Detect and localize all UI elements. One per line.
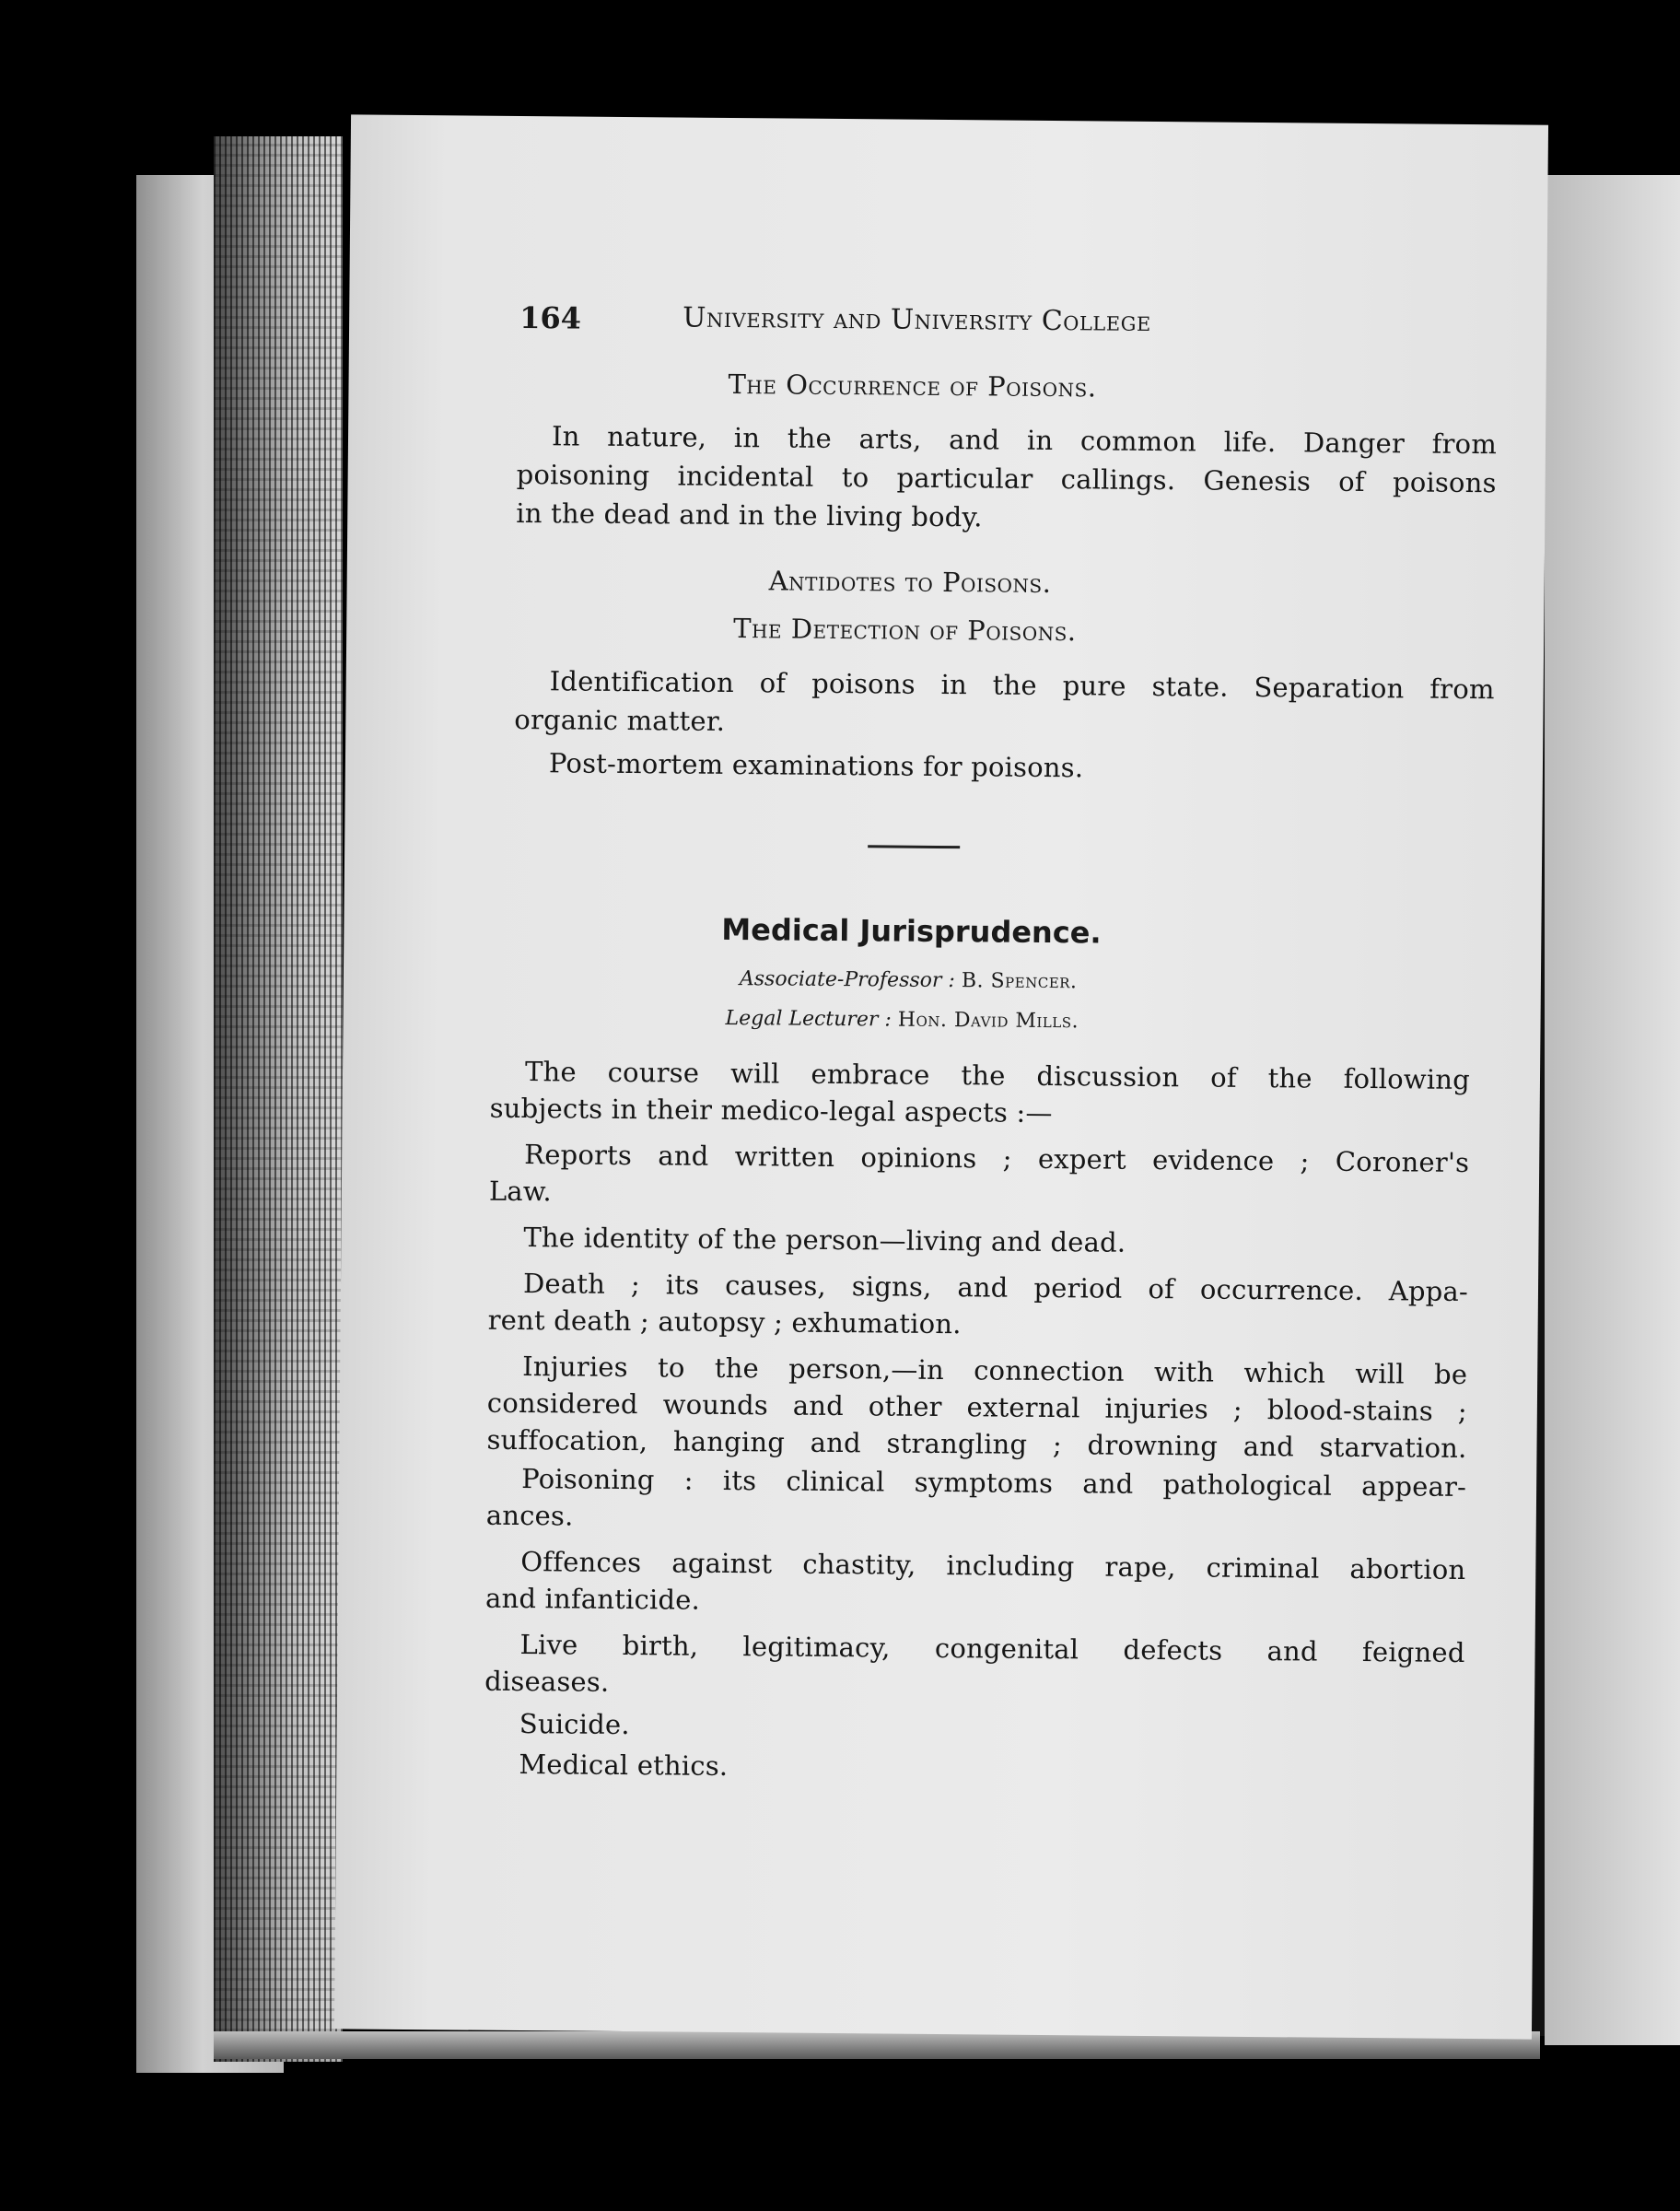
associate-role: Associate-Professor : (739, 967, 955, 993)
page-edges (214, 136, 343, 2062)
course-line-1: The course will embrace the discussion of the following (524, 1056, 1471, 1096)
associate-professor-line (740, 967, 1078, 993)
injuries-line-2: considered wounds and other external injuries ; blood-stains ; (486, 1386, 1468, 1427)
course-line-2: subjects in their medico-legal aspects :— (489, 1092, 1053, 1129)
postmortem-line: Post-mortem examinations for poisons. (548, 747, 1084, 784)
detection-line-1: Identification of poisons in the pure state. Separation from (549, 665, 1495, 706)
live-birth-line-1: Live birth, legitimacy, congenital defects and feigned (519, 1629, 1465, 1668)
occurrence-line-3: in the dead and in the living body. (516, 497, 983, 533)
page-number: 164 (519, 299, 582, 336)
book-page (334, 114, 1548, 2039)
detection-heading: The Detection of Poisons. (733, 613, 1077, 648)
lecturer-name: Hon. David Mills. (897, 1008, 1079, 1034)
lecturer-role: Legal Lecturer : (725, 1006, 892, 1032)
live-birth-line-2: diseases. (484, 1665, 610, 1698)
reports-line-1: Reports and written opinions ; expert evidence ; Coroner's (524, 1139, 1470, 1179)
occurrence-line-1: In nature, in the arts, and in common life. Danger from (551, 420, 1498, 461)
injuries-line-3: suffocation, hanging and strangling ; drowning and starvation. (486, 1423, 1467, 1464)
section-heading: Medical Jurisprudence. (721, 911, 1102, 951)
identity-line: The identity of the person—living and dead. (523, 1222, 1126, 1258)
legal-lecturer-line (725, 1007, 1079, 1033)
ethics-line: Medical ethics. (519, 1749, 729, 1783)
poisoning-line-1: Poisoning : its clinical symptoms and pathological appear- (521, 1463, 1467, 1503)
associate-name: B. Spencer. (961, 969, 1078, 994)
offences-line-1: Offences against chastity, including rape, criminal abortion (520, 1546, 1466, 1585)
offences-line-2: and infanticide. (484, 1582, 701, 1616)
poisoning-line-2: ances. (485, 1499, 574, 1532)
death-line-2: rent death ; autopsy ; exhumation. (487, 1304, 962, 1340)
suicide-line: Suicide. (519, 1708, 630, 1741)
running-head: University and University College (682, 301, 1151, 338)
occurrence-heading: The Occurrence of Poisons. (728, 368, 1097, 404)
antidotes-heading: Antidotes to Poisons. (768, 565, 1052, 600)
section-divider (868, 845, 960, 848)
death-line-1: Death ; its causes, signs, and period of occurrence. Appa- (522, 1268, 1469, 1307)
reports-line-2: Law. (488, 1175, 553, 1208)
occurrence-line-2: poisoning incidental to particular callings. Genesis of poisons (516, 458, 1497, 499)
injuries-line-1: Injuries to the person,—in connection with which will be (522, 1351, 1468, 1390)
detection-line-2: organic matter. (514, 703, 726, 737)
facing-page (1545, 175, 1680, 2045)
